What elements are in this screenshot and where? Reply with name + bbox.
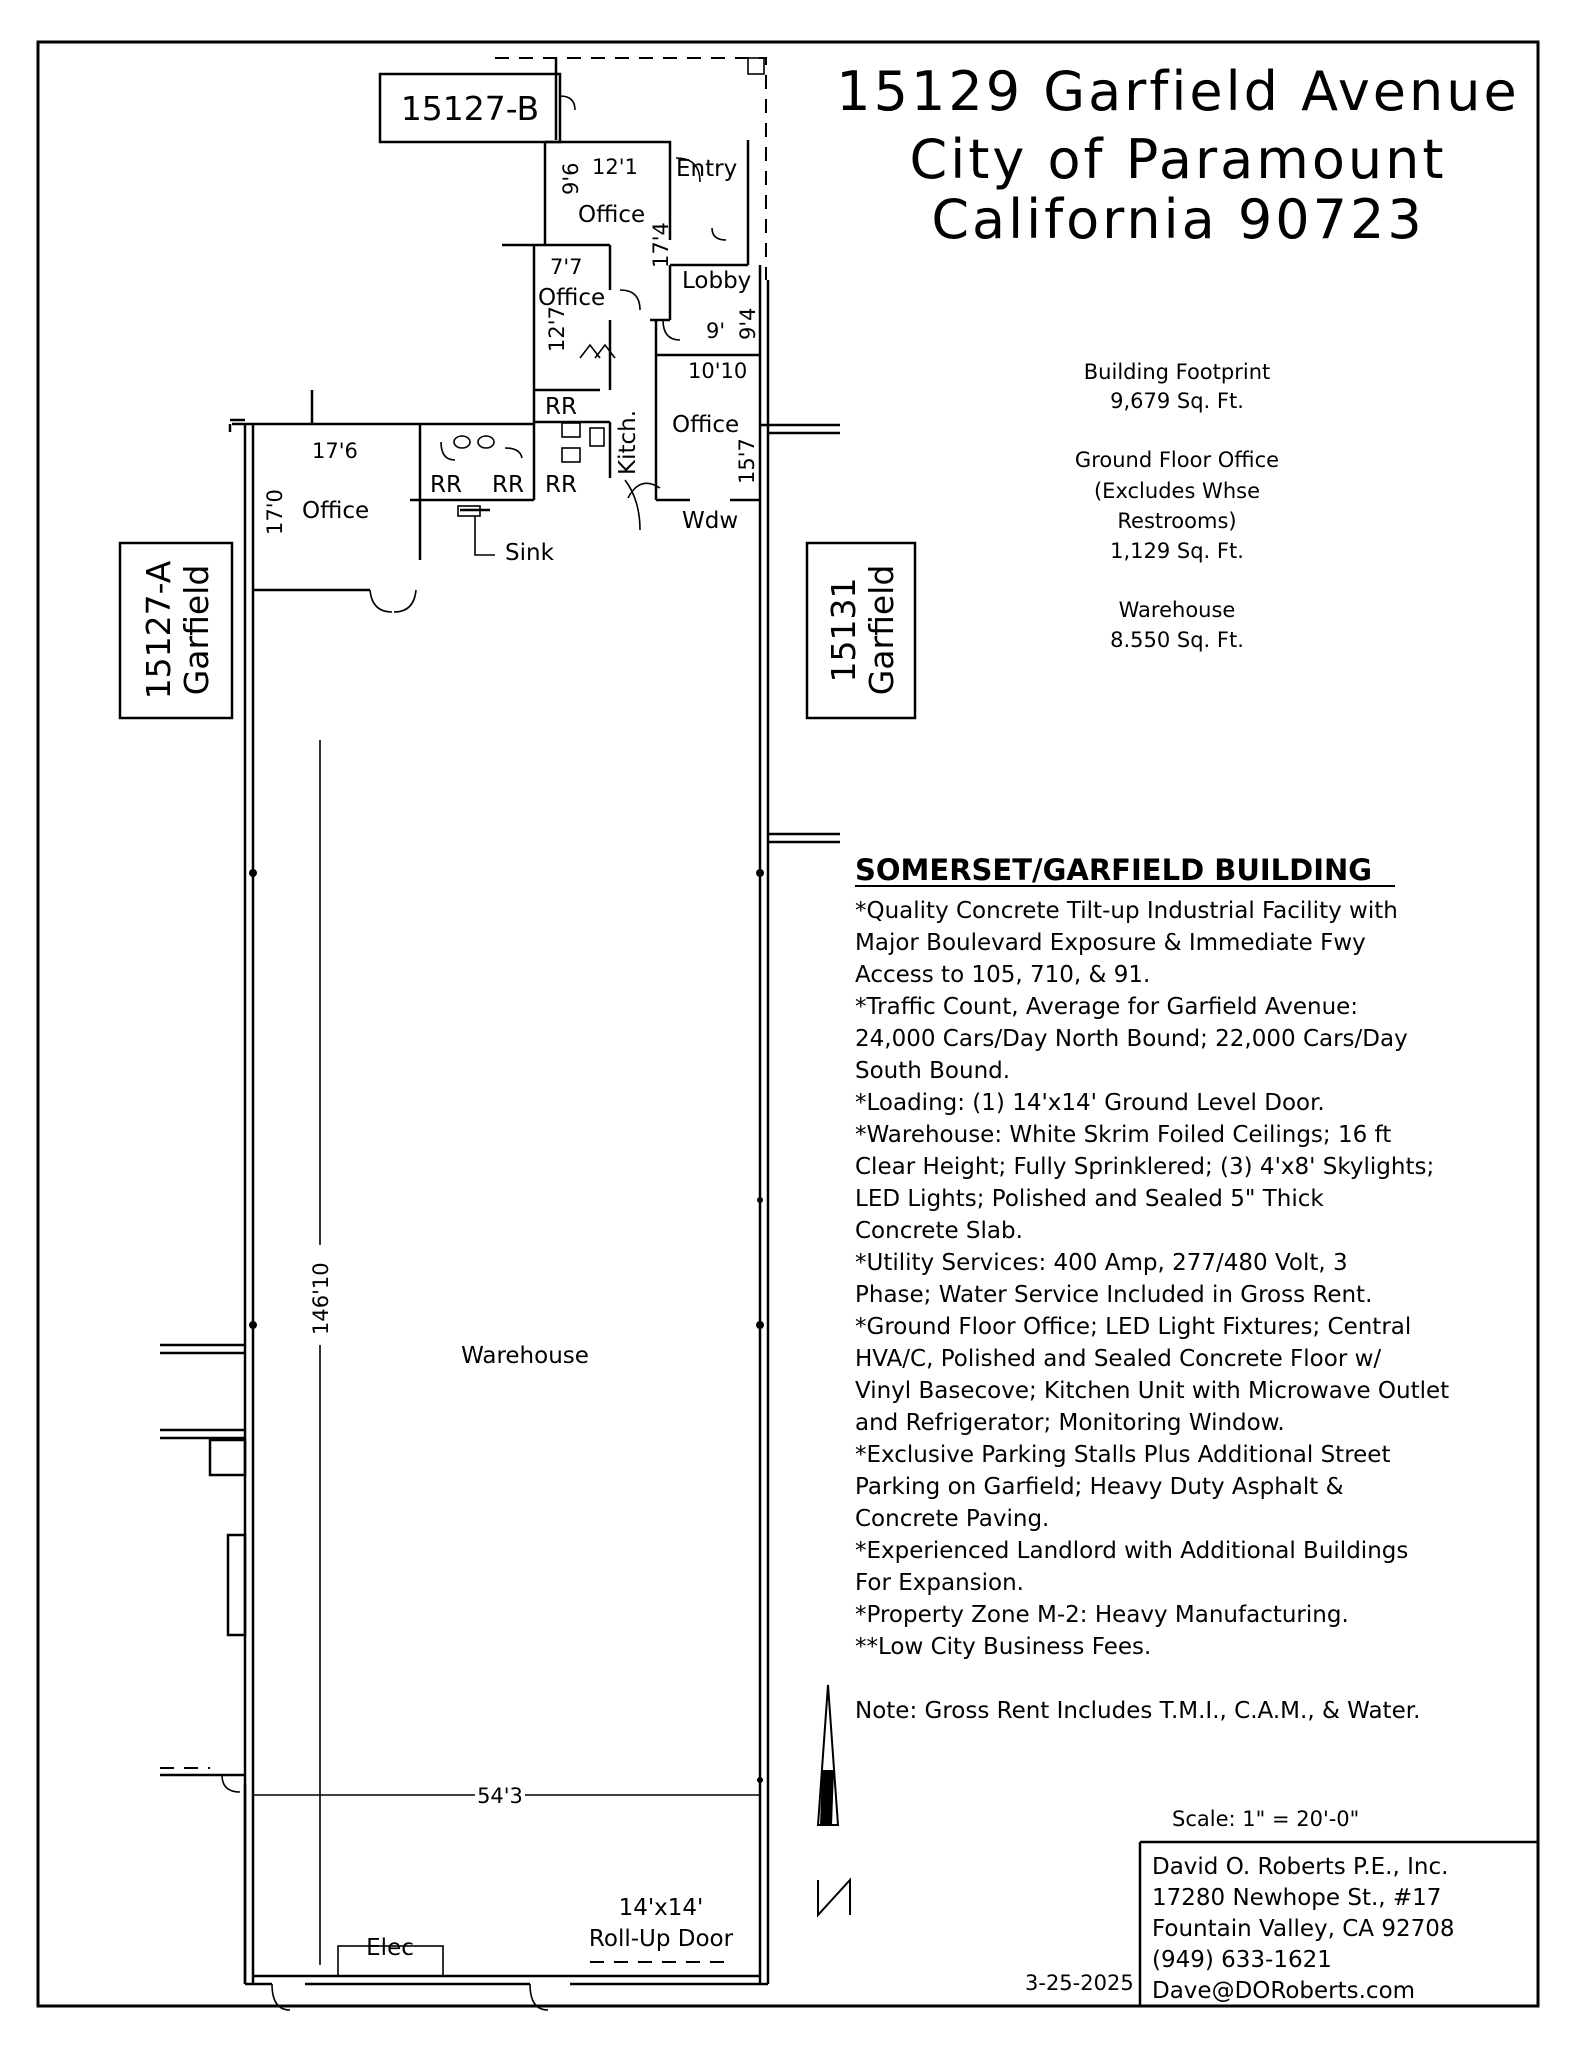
- room-window: Wdw: [682, 508, 739, 534]
- feature-line: Concrete Slab.: [855, 1218, 1023, 1244]
- room-rr-1: RR: [545, 394, 577, 420]
- feature-line: *Exclusive Parking Stalls Plus Additional Street: [855, 1442, 1391, 1468]
- neighbor-15127-b: [380, 74, 560, 142]
- dimension-labels: [263, 155, 760, 1810]
- feature-line: Parking on Garfield; Heavy Duty Asphalt &: [855, 1474, 1344, 1500]
- room-office-left: Office: [302, 498, 370, 524]
- drawing-date: 3-25-2025: [1025, 1971, 1134, 1995]
- features-heading: SOMERSET/GARFIELD BUILDING: [855, 853, 1373, 887]
- dim-9: 9': [706, 319, 726, 343]
- title-block: [836, 60, 1519, 251]
- room-rr-3: RR: [430, 472, 462, 498]
- area-stats: [1075, 360, 1279, 652]
- feature-line: HVA/C, Polished and Sealed Concrete Floor w/: [855, 1346, 1382, 1372]
- floor-plan: [160, 58, 840, 2010]
- room-warehouse: Warehouse: [461, 1343, 589, 1369]
- feature-line: 24,000 Cars/Day North Bound; 22,000 Cars/Day: [855, 1026, 1408, 1052]
- dim-12-7: 12'7: [545, 306, 569, 352]
- room-entry: Entry: [676, 156, 738, 182]
- footprint-value: 9,679 Sq. Ft.: [1110, 389, 1244, 413]
- feature-line: Phase; Water Service Included in Gross Rent.: [855, 1282, 1373, 1308]
- dim-54-3: 54'3: [477, 1784, 523, 1808]
- neighbor-15127-a: [120, 543, 232, 718]
- roll-up-door-label: Roll-Up Door: [588, 1926, 734, 1952]
- feature-line: For Expansion.: [855, 1570, 1024, 1596]
- feature-line: Major Boulevard Exposure & Immediate Fwy: [855, 930, 1366, 956]
- dim-17-4: 17'4: [649, 222, 673, 268]
- footprint-label: Building Footprint: [1083, 360, 1271, 384]
- engineer-city: Fountain Valley, CA 92708: [1152, 1916, 1455, 1942]
- dim-9-4: 9'4: [736, 307, 760, 340]
- dim-7-7: 7'7: [550, 255, 583, 279]
- engineer-address: 17280 Newhope St., #17: [1152, 1885, 1442, 1911]
- roll-up-door-size: 14'x14': [618, 1895, 704, 1921]
- feature-line: *Quality Concrete Tilt-up Industrial Facility with: [855, 898, 1398, 924]
- room-office-mid: Office: [538, 285, 606, 311]
- warehouse-area-label: Warehouse: [1118, 598, 1236, 622]
- neighbor-15131-line2: Garfield: [862, 564, 901, 696]
- north-arrow-icon: [818, 1685, 850, 1915]
- room-labels: [302, 156, 751, 1961]
- room-elec: Elec: [366, 1935, 414, 1961]
- neighbor-15127-b-label: 15127-B: [400, 89, 540, 128]
- office-area-label-3: Restrooms): [1117, 509, 1237, 533]
- feature-line: Access to 105, 710, & 91.: [855, 962, 1151, 988]
- feature-line: *Experienced Landlord with Additional Buildings: [855, 1538, 1409, 1564]
- feature-line: South Bound.: [855, 1058, 1011, 1084]
- feature-line: *Utility Services: 400 Amp, 277/480 Volt, 3: [855, 1250, 1348, 1276]
- office-area-label-2: (Excludes Whse: [1093, 479, 1261, 503]
- room-office-top: Office: [578, 202, 646, 228]
- dim-12-1: 12'1: [592, 155, 638, 179]
- dim-15-7: 15'7: [735, 438, 759, 484]
- feature-line: *Ground Floor Office; LED Light Fixtures; Central: [855, 1314, 1412, 1340]
- dim-17-0: 17'0: [263, 489, 287, 535]
- room-lobby: Lobby: [682, 268, 752, 294]
- office-area-value: 1,129 Sq. Ft.: [1110, 539, 1244, 563]
- dim-17-6: 17'6: [312, 439, 358, 463]
- dim-10-10: 10'10: [688, 359, 748, 383]
- feature-line: *Warehouse: White Skrim Foiled Ceilings; 16 ft: [855, 1122, 1392, 1148]
- feature-line: Vinyl Basecove; Kitchen Unit with Microwave Outlet: [855, 1378, 1450, 1404]
- feature-notes: [855, 853, 1449, 1724]
- gross-rent-note: Note: Gross Rent Includes T.M.I., C.A.M., & Water.: [855, 1698, 1421, 1724]
- room-rr-2: RR: [545, 472, 577, 498]
- scale-label: Scale: 1" = 20'-0": [1172, 1807, 1360, 1831]
- engineer-name: David O. Roberts P.E., Inc.: [1152, 1854, 1449, 1880]
- feature-line: Clear Height; Fully Sprinklered; (3) 4'x8' Skylights;: [855, 1154, 1435, 1180]
- feature-line: *Traffic Count, Average for Garfield Avenue:: [855, 994, 1359, 1020]
- feature-line: *Property Zone M-2: Heavy Manufacturing.: [855, 1602, 1349, 1628]
- feature-line: and Refrigerator; Monitoring Window.: [855, 1410, 1285, 1436]
- title-line-1: 15129 Garfield Avenue: [836, 60, 1520, 123]
- neighbor-15131: [807, 543, 915, 718]
- engineer-email: Dave@DORoberts.com: [1152, 1978, 1416, 2004]
- room-office-right: Office: [672, 412, 740, 438]
- office-area-label-1: Ground Floor Office: [1074, 448, 1280, 472]
- feature-line: LED Lights; Polished and Sealed 5" Thick: [855, 1186, 1324, 1212]
- room-kitchen: Kitch.: [615, 409, 641, 475]
- room-sink: Sink: [505, 540, 554, 566]
- title-line-3: California 90723: [931, 188, 1425, 251]
- neighbor-15127-a-line2: Garfield: [177, 564, 216, 696]
- feature-line: Concrete Paving.: [855, 1506, 1050, 1532]
- engineer-block: [1140, 1842, 1538, 2006]
- engineer-phone: (949) 633-1621: [1152, 1947, 1332, 1973]
- warehouse-area-value: 8.550 Sq. Ft.: [1110, 628, 1244, 652]
- dim-146-10: 146'10: [309, 1262, 333, 1335]
- feature-line: *Loading: (1) 14'x14' Ground Level Door.: [855, 1090, 1325, 1116]
- room-rr-4: RR: [492, 472, 524, 498]
- title-line-2: City of Paramount: [909, 128, 1447, 191]
- neighbor-15127-a-line1: 15127-A: [139, 560, 178, 700]
- dim-9-6: 9'6: [559, 162, 583, 195]
- feature-line: **Low City Business Fees.: [855, 1634, 1152, 1660]
- neighbor-15131-line1: 15131: [824, 577, 863, 683]
